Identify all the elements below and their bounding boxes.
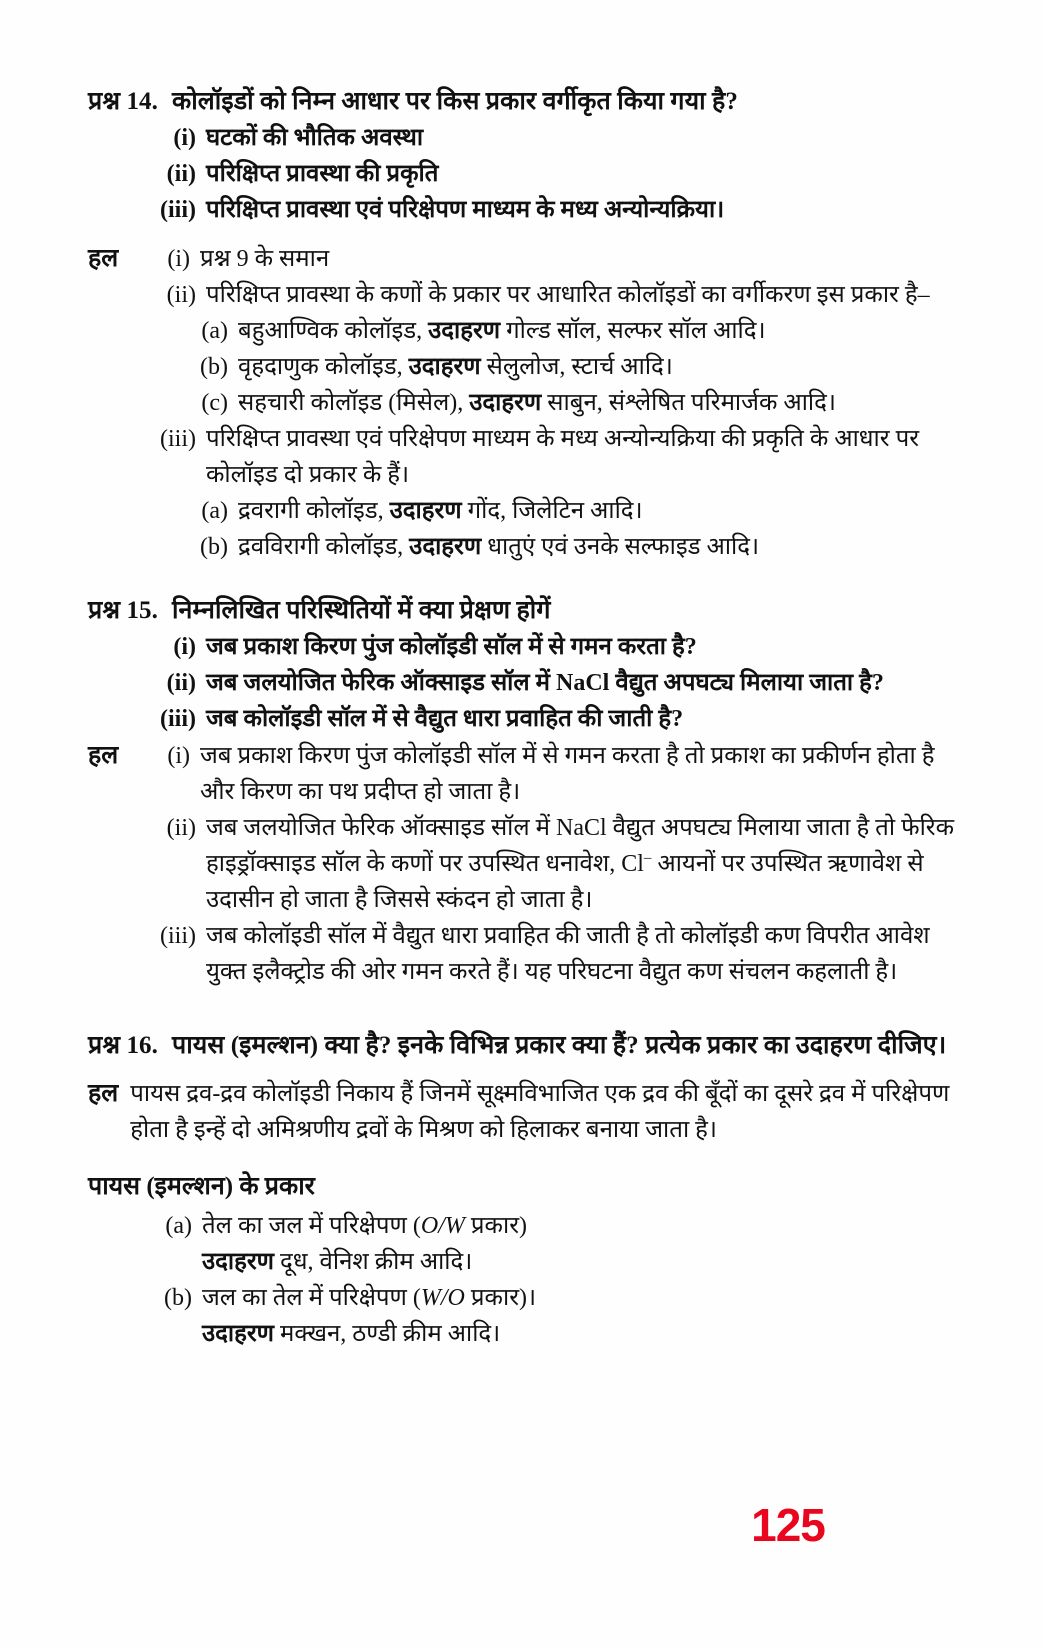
example-label: उदाहरण (469, 390, 542, 416)
list-marker: (i) (173, 633, 196, 660)
list-marker: (ii) (166, 282, 196, 308)
solution-15-label: हल (88, 741, 119, 769)
list-text: जब प्रकाश किरण पुंज कोलॉइडी सॉल में से गमन करता है तो प्रकाश का प्रकीर्णन होता है और किरण का पथ प्रदीप्त हो जाता है। (200, 742, 935, 805)
page-number: 125 (751, 1499, 825, 1551)
example-label: उदाहरण (389, 498, 462, 524)
list-marker: (iii) (160, 705, 196, 732)
question-15-text: निम्नलिखित परिस्थितियों में क्या प्रेक्षण होगें (172, 597, 551, 624)
solution-15-part-iii (150, 918, 968, 990)
type-text-pre: जल का तेल में परिक्षेपण ( (202, 1285, 421, 1311)
example-text: मक्खन, ठण्डी क्रीम आदि। (274, 1321, 501, 1347)
question-16-text: पायस (इमल्शन) क्या है? इनके विभिन्न प्रकार क्या हैं? प्रत्येक प्रकार का उदाहरण दीजिए। (172, 1031, 947, 1059)
question-block-15 (88, 593, 968, 990)
type-text-post: प्रकार) (464, 1213, 528, 1239)
list-marker: (a) (201, 498, 228, 524)
question-14-text: कोलॉइडों को निम्न आधार पर किस प्रकार वर्गीकृत किया गया है? (172, 88, 738, 115)
emulsion-type-a (156, 1208, 968, 1244)
solution-14-part-ii-b (192, 349, 968, 385)
type-abbrev: O/W (420, 1213, 465, 1239)
list-marker: (c) (201, 390, 228, 416)
example-label: उदाहरण (408, 354, 481, 380)
question-15-label: प्रश्न 15. (88, 597, 159, 624)
list-text (238, 313, 968, 349)
list-text (238, 493, 968, 529)
example-tail: धातुएं एवं उनके सल्फाइड आदि। (481, 534, 760, 560)
example-text: दूध, वेनिश क्रीम आदि। (274, 1249, 473, 1275)
example-label: उदाहरण (202, 1249, 275, 1275)
spacer (88, 994, 968, 1028)
solution-16-paragraph: पायस द्रव-द्रव कोलॉइडी निकाय हैं जिनमें सूक्ष्मविभाजित एक द्रव की बूँदों का दूसरे द्रव में परिक्षेपण होता है इन्हें दो अमिश्रणीय द्रवों के मिश्रण को हिलाकर बनाया जाता है। (130, 1081, 950, 1143)
list-marker: (iii) (160, 922, 196, 949)
list-text (202, 1280, 968, 1316)
solution-14-label: हल (88, 244, 119, 272)
list-marker: (b) (200, 534, 228, 560)
text-after-ion: आयनों पर उपस्थित ऋणावेश से उदासीन हो जाता है जिससे स्कंदन हो जाता है। (206, 850, 924, 913)
list-marker: (i) (173, 124, 196, 151)
question-14-heading (88, 84, 968, 120)
emulsion-types-subheading: पायस (इमल्शन) के प्रकार (88, 1173, 315, 1200)
question-block-16 (88, 1028, 968, 1353)
solution-15-row-i (88, 737, 968, 810)
solution-14-part-iii-b (192, 529, 968, 565)
example-tail: सेलुलोज, स्टार्च आदि। (480, 354, 673, 380)
type-text-pre: तेल का जल में परिक्षेपण ( (202, 1213, 421, 1239)
list-text (238, 529, 968, 565)
list-text (202, 1208, 968, 1244)
question-14-part-ii (150, 156, 968, 192)
example-label: उदाहरण (428, 318, 501, 344)
list-marker: (iii) (160, 426, 196, 452)
list-text: प्रश्न 9 के समान (200, 245, 330, 272)
solution-15-part-i (150, 738, 968, 810)
question-15-part-ii (150, 665, 968, 701)
list-text (202, 1316, 968, 1352)
solution-16-label: हल (88, 1080, 119, 1107)
text-before-ion: जब जलयोजित फेरिक ऑक्साइड सॉल में NaCl वैद्युत अपघट्य मिलाया जाता है तो फेरिक हाइड्रॉक्साइड सॉल के कणों पर उपस्थित धनावेश, Cl (206, 814, 955, 877)
question-14-label: प्रश्न 14. (88, 88, 159, 115)
example-label: उदाहरण (202, 1321, 275, 1347)
list-marker: (ii) (166, 814, 196, 841)
list-marker: (ii) (166, 669, 196, 696)
question-15-heading (88, 593, 968, 629)
example-lead: बहुआण्विक कोलॉइड, (238, 318, 429, 344)
question-15-part-i (150, 629, 968, 665)
emulsion-type-a-example (156, 1244, 968, 1280)
example-label: उदाहरण (409, 534, 482, 560)
example-tail: साबुन, संश्लेषित परिमार्जक आदि। (541, 390, 836, 416)
question-14-part-i (150, 120, 968, 156)
spacer (88, 228, 968, 240)
list-text (238, 385, 968, 421)
question-14-parts (88, 120, 968, 228)
example-tail: गोंद, जिलेटिन आदि। (461, 498, 643, 524)
question-block-14 (88, 84, 968, 565)
solution-16-paragraph-row (88, 1075, 968, 1148)
list-marker: (ii) (166, 160, 196, 187)
example-tail: गोल्ड सॉल, सल्फर सॉल आदि। (500, 318, 766, 344)
list-text: परिक्षिप्त प्रावस्था के कणों के प्रकार पर आधारित कोलॉइडों का वर्गीकरण इस प्रकार है– (206, 282, 930, 308)
chloride-charge-superscript: – (643, 849, 652, 866)
list-marker: (b) (164, 1285, 192, 1311)
spacer (88, 569, 968, 593)
example-lead: वृहदाणुक कोलॉइड, (238, 354, 409, 380)
question-14-part-iii (150, 192, 968, 228)
emulsion-type-b (156, 1280, 968, 1316)
list-text (238, 349, 968, 385)
list-text (202, 1244, 968, 1280)
page-content (88, 84, 968, 1356)
solution-14-part-ii-a (192, 313, 968, 349)
question-15-part-iii (150, 701, 968, 737)
list-text: परिक्षिप्त प्रावस्था एवं परिक्षेपण माध्यम के मध्य अन्योन्यक्रिया की प्रकृति के आधार पर कोलॉइड दो प्रकार के हैं। (206, 426, 920, 488)
question-15-parts (88, 629, 968, 737)
list-marker: (a) (201, 318, 228, 344)
solution-14-row-i (88, 240, 968, 278)
list-marker: (b) (200, 354, 228, 380)
type-abbrev: W/O (420, 1285, 465, 1311)
list-marker: (i) (167, 742, 190, 769)
list-text (206, 810, 968, 918)
list-text: जब जलयोजित फेरिक ऑक्साइड सॉल में NaCl वैद्युत अपघट्य मिलाया जाता है? (206, 669, 884, 696)
solution-14-part-ii-c (192, 385, 968, 421)
list-marker: (iii) (160, 196, 196, 223)
solution-15-part-ii (150, 810, 968, 918)
list-text: जब कोलॉइडी सॉल में वैद्युत धारा प्रवाहित की जाती है तो कोलॉइडी कण विपरीत आवेश युक्त इलैक्ट्रोड की ओर गमन करते हैं। यह परिघटना वैद्युत कण संचलन कहलाती है। (206, 922, 930, 985)
solution-14-part-i (150, 241, 968, 277)
list-marker: (a) (165, 1213, 192, 1239)
list-text: जब कोलॉइडी सॉल में से वैद्युत धारा प्रवाहित की जाती है? (206, 705, 684, 732)
type-text-post: प्रकार)। (464, 1285, 537, 1311)
solution-14-part-iii (150, 421, 968, 493)
list-text: घटकों की भौतिक अवस्था (206, 124, 424, 151)
spacer (88, 1063, 968, 1075)
example-lead: सहचारी कोलॉइड (मिसेल), (238, 390, 470, 416)
example-lead: द्रवविरागी कोलॉइड, (238, 534, 410, 560)
emulsion-type-b-example (156, 1316, 968, 1352)
list-text: परिक्षिप्त प्रावस्था की प्रकृति (206, 160, 439, 187)
solution-14-part-ii (150, 277, 968, 313)
question-16-heading (88, 1028, 968, 1064)
list-text: जब प्रकाश किरण पुंज कोलॉइडी सॉल में से गमन करता है? (206, 633, 697, 660)
list-text: परिक्षिप्त प्रावस्था एवं परिक्षेपण माध्यम के मध्य अन्योन्यक्रिया। (206, 196, 725, 223)
question-16-label: प्रश्न 16. (88, 1031, 159, 1059)
list-marker: (i) (167, 245, 190, 272)
solution-14-part-iii-a (192, 493, 968, 529)
example-lead: द्रवरागी कोलॉइड, (238, 498, 390, 524)
